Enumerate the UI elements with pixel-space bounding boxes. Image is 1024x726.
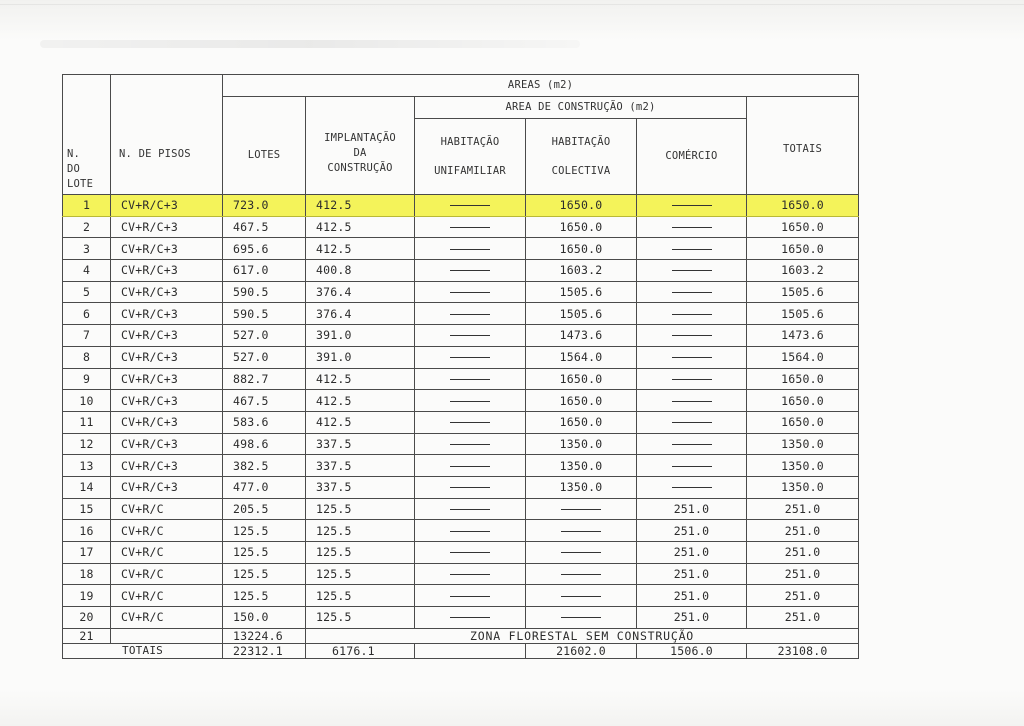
cell-lote: 4: [63, 260, 111, 282]
cell-lotes: 590.5: [223, 303, 306, 325]
cell-totais: 251.0: [747, 585, 859, 607]
cell-comercio: [637, 433, 747, 455]
dash-mark: [450, 552, 490, 553]
table-row: [63, 585, 859, 607]
cell-comercio: [637, 238, 747, 260]
table-row: [63, 260, 859, 282]
cell-lotes: 125.5: [223, 542, 306, 564]
cell-pisos: CV+R/C: [111, 585, 223, 607]
cell-implantacao: 391.0: [306, 325, 415, 347]
cell-totais: 251.0: [747, 563, 859, 585]
dash-mark: [561, 509, 601, 510]
cell-totais: 1350.0: [747, 455, 859, 477]
header-lotes: LOTES: [223, 97, 306, 195]
dash-mark: [450, 466, 490, 467]
zona-florestal-note: ZONA FLORESTAL SEM CONSTRUÇÃO: [306, 628, 859, 643]
table-row: [63, 520, 859, 542]
cell-lote: 8: [63, 346, 111, 368]
cell-comercio: 251.0: [637, 520, 747, 542]
cell-lotes: 205.5: [223, 498, 306, 520]
dash-mark: [672, 227, 712, 228]
cell-colectiva: 1650.0: [526, 216, 637, 238]
table-row: [63, 455, 859, 477]
cell-lotes: 125.5: [223, 585, 306, 607]
totals-row: [63, 643, 859, 658]
dash-mark: [672, 335, 712, 336]
cell-lotes: 527.0: [223, 325, 306, 347]
cell-colectiva: 1603.2: [526, 260, 637, 282]
table-row: [63, 281, 859, 303]
cell-pisos: CV+R/C+3: [111, 390, 223, 412]
cell-lote: 19: [63, 585, 111, 607]
dash-mark: [450, 596, 490, 597]
table-row: [63, 325, 859, 347]
cell-unifamiliar: [415, 411, 526, 433]
cell-colectiva: [526, 563, 637, 585]
cell-comercio: [637, 195, 747, 217]
cell-comercio: [637, 390, 747, 412]
cell-colectiva: 1350.0: [526, 433, 637, 455]
cell-pisos: [111, 628, 223, 643]
cell-lote: 12: [63, 433, 111, 455]
cell-unifamiliar: [415, 563, 526, 585]
table-body: [63, 195, 859, 629]
dash-mark: [450, 270, 490, 271]
dash-mark: [561, 596, 601, 597]
totals-comercio: 1506.0: [637, 643, 747, 658]
cell-totais: 251.0: [747, 520, 859, 542]
cell-unifamiliar: [415, 498, 526, 520]
header-area-construcao: AREA DE CONSTRUÇÃO (m2): [415, 97, 747, 119]
cell-comercio: [637, 411, 747, 433]
cell-unifamiliar: [415, 368, 526, 390]
cell-lotes: 590.5: [223, 281, 306, 303]
cell-colectiva: 1350.0: [526, 476, 637, 498]
dash-mark: [450, 249, 490, 250]
dash-mark: [561, 617, 601, 618]
header-habitacao-colectiva: HABITAÇÃO COLECTIVA: [526, 119, 637, 195]
cell-unifamiliar: [415, 476, 526, 498]
cell-pisos: CV+R/C: [111, 563, 223, 585]
cell-lote: 9: [63, 368, 111, 390]
cell-lotes: 467.5: [223, 390, 306, 412]
dash-mark: [561, 574, 601, 575]
cell-lotes: 882.7: [223, 368, 306, 390]
header-n-lote: N. DO LOTE: [63, 75, 111, 195]
cell-colectiva: [526, 542, 637, 564]
cell-totais: 1473.6: [747, 325, 859, 347]
totals-implantacao: 6176.1: [306, 643, 415, 658]
cell-unifamiliar: [415, 260, 526, 282]
dash-mark: [561, 531, 601, 532]
dash-mark: [450, 487, 490, 488]
dash-mark: [672, 379, 712, 380]
cell-unifamiliar: [415, 542, 526, 564]
cell-unifamiliar: [415, 281, 526, 303]
table-row: [63, 563, 859, 585]
cell-implantacao: 376.4: [306, 303, 415, 325]
cell-unifamiliar: [415, 195, 526, 217]
cell-lote: 7: [63, 325, 111, 347]
dash-mark: [672, 357, 712, 358]
table-row: [63, 476, 859, 498]
cell-pisos: CV+R/C: [111, 607, 223, 629]
cell-totais: 1650.0: [747, 216, 859, 238]
cell-unifamiliar: [415, 303, 526, 325]
cell-totais: 251.0: [747, 607, 859, 629]
dash-mark: [450, 422, 490, 423]
cell-comercio: [637, 346, 747, 368]
cell-unifamiliar: [415, 585, 526, 607]
cell-implantacao: 412.5: [306, 195, 415, 217]
cell-lote: 20: [63, 607, 111, 629]
cell-lotes: 125.5: [223, 520, 306, 542]
cell-lote: 10: [63, 390, 111, 412]
cell-colectiva: 1473.6: [526, 325, 637, 347]
cell-implantacao: 412.5: [306, 216, 415, 238]
cell-implantacao: 400.8: [306, 260, 415, 282]
cell-comercio: 251.0: [637, 542, 747, 564]
dash-mark: [450, 314, 490, 315]
cell-comercio: [637, 476, 747, 498]
dash-mark: [672, 466, 712, 467]
cell-lote: 6: [63, 303, 111, 325]
cell-unifamiliar: [415, 520, 526, 542]
cell-unifamiliar: [415, 346, 526, 368]
cell-lotes: 477.0: [223, 476, 306, 498]
dash-mark: [450, 509, 490, 510]
cell-implantacao: 125.5: [306, 542, 415, 564]
cell-implantacao: 125.5: [306, 585, 415, 607]
table-row-21: [63, 628, 859, 643]
cell-pisos: CV+R/C: [111, 520, 223, 542]
dash-mark: [672, 205, 712, 206]
cell-totais: 1650.0: [747, 411, 859, 433]
cell-implantacao: 412.5: [306, 390, 415, 412]
cell-pisos: CV+R/C+3: [111, 325, 223, 347]
cell-lotes: 125.5: [223, 563, 306, 585]
cell-lotes: 382.5: [223, 455, 306, 477]
cell-colectiva: 1505.6: [526, 303, 637, 325]
cell-colectiva: 1650.0: [526, 411, 637, 433]
cell-lotes: 467.5: [223, 216, 306, 238]
cell-pisos: CV+R/C+3: [111, 281, 223, 303]
cell-colectiva: [526, 520, 637, 542]
header-n-pisos: N. DE PISOS: [111, 75, 223, 195]
header-comercio: COMÉRCIO: [637, 119, 747, 195]
cell-lote: 16: [63, 520, 111, 542]
cell-pisos: CV+R/C+3: [111, 195, 223, 217]
cell-pisos: CV+R/C+3: [111, 216, 223, 238]
cell-unifamiliar: [415, 433, 526, 455]
dash-mark: [672, 292, 712, 293]
cell-unifamiliar: [415, 238, 526, 260]
cell-comercio: 251.0: [637, 585, 747, 607]
cell-lote: 2: [63, 216, 111, 238]
cell-pisos: CV+R/C+3: [111, 433, 223, 455]
cell-unifamiliar: [415, 607, 526, 629]
dash-mark: [450, 444, 490, 445]
cell-implantacao: 376.4: [306, 281, 415, 303]
cell-totais: 1650.0: [747, 368, 859, 390]
cell-pisos: CV+R/C+3: [111, 260, 223, 282]
cell-lote: 21: [63, 628, 111, 643]
cell-totais: 251.0: [747, 498, 859, 520]
cell-colectiva: 1564.0: [526, 346, 637, 368]
header-areas: AREAS (m2): [223, 75, 859, 97]
cell-implantacao: 412.5: [306, 368, 415, 390]
header-implantacao: IMPLANTAÇÃO DA CONSTRUÇÃO: [306, 97, 415, 195]
cell-colectiva: 1650.0: [526, 368, 637, 390]
cell-totais: 1650.0: [747, 238, 859, 260]
table-row: [63, 195, 859, 217]
dash-mark: [450, 574, 490, 575]
cell-implantacao: 125.5: [306, 520, 415, 542]
cell-pisos: CV+R/C+3: [111, 303, 223, 325]
dash-mark: [450, 227, 490, 228]
cell-unifamiliar: [415, 455, 526, 477]
cell-colectiva: 1650.0: [526, 195, 637, 217]
cell-lotes: 695.6: [223, 238, 306, 260]
dash-mark: [450, 617, 490, 618]
table-row: [63, 346, 859, 368]
header-habitacao-unifamiliar: HABITAÇÃO UNIFAMILIAR: [415, 119, 526, 195]
cell-lote: 14: [63, 476, 111, 498]
dash-mark: [672, 487, 712, 488]
dash-mark: [672, 270, 712, 271]
cell-totais: 1650.0: [747, 390, 859, 412]
dash-mark: [450, 205, 490, 206]
dash-mark: [672, 314, 712, 315]
lot-areas-table: [62, 74, 859, 659]
cell-totais: 1350.0: [747, 476, 859, 498]
cell-pisos: CV+R/C+3: [111, 455, 223, 477]
cell-colectiva: 1350.0: [526, 455, 637, 477]
cell-unifamiliar: [415, 390, 526, 412]
cell-comercio: 251.0: [637, 563, 747, 585]
scan-smudge: [40, 40, 580, 48]
cell-totais: 1350.0: [747, 433, 859, 455]
cell-implantacao: 125.5: [306, 607, 415, 629]
cell-implantacao: 412.5: [306, 411, 415, 433]
cell-pisos: CV+R/C+3: [111, 346, 223, 368]
cell-comercio: [637, 368, 747, 390]
cell-lote: 11: [63, 411, 111, 433]
dash-mark: [450, 292, 490, 293]
table-row: [63, 433, 859, 455]
table-row: [63, 303, 859, 325]
dash-mark: [672, 444, 712, 445]
cell-lotes: 13224.6: [223, 628, 306, 643]
cell-lotes: 723.0: [223, 195, 306, 217]
cell-lote: 13: [63, 455, 111, 477]
cell-implantacao: 337.5: [306, 476, 415, 498]
cell-unifamiliar: [415, 325, 526, 347]
dash-mark: [672, 401, 712, 402]
cell-implantacao: 337.5: [306, 433, 415, 455]
cell-pisos: CV+R/C+3: [111, 411, 223, 433]
cell-totais: 1505.6: [747, 303, 859, 325]
cell-lote: 5: [63, 281, 111, 303]
cell-colectiva: [526, 498, 637, 520]
table-row: [63, 498, 859, 520]
totals-colectiva: 21602.0: [526, 643, 637, 658]
dash-mark: [672, 249, 712, 250]
cell-implantacao: 125.5: [306, 498, 415, 520]
totals-totais: 23108.0: [747, 643, 859, 658]
dash-mark: [561, 552, 601, 553]
table-row: [63, 607, 859, 629]
cell-lote: 15: [63, 498, 111, 520]
totals-lotes: 22312.1: [223, 643, 306, 658]
cell-implantacao: 412.5: [306, 238, 415, 260]
table-row: [63, 411, 859, 433]
cell-unifamiliar: [415, 216, 526, 238]
dash-mark: [672, 422, 712, 423]
cell-totais: 1505.6: [747, 281, 859, 303]
cell-totais: 1650.0: [747, 195, 859, 217]
cell-pisos: CV+R/C+3: [111, 238, 223, 260]
table-row: [63, 542, 859, 564]
cell-colectiva: 1650.0: [526, 390, 637, 412]
cell-colectiva: 1650.0: [526, 238, 637, 260]
cell-pisos: CV+R/C+3: [111, 476, 223, 498]
cell-lote: 3: [63, 238, 111, 260]
table-row: [63, 368, 859, 390]
cell-totais: 1564.0: [747, 346, 859, 368]
table-row: [63, 390, 859, 412]
cell-lotes: 583.6: [223, 411, 306, 433]
dash-mark: [450, 531, 490, 532]
cell-totais: 1603.2: [747, 260, 859, 282]
cell-implantacao: 391.0: [306, 346, 415, 368]
totals-label: TOTAIS: [63, 643, 223, 658]
dash-mark: [450, 357, 490, 358]
cell-comercio: [637, 260, 747, 282]
cell-lote: 17: [63, 542, 111, 564]
dash-mark: [450, 379, 490, 380]
cell-implantacao: 125.5: [306, 563, 415, 585]
cell-colectiva: [526, 607, 637, 629]
cell-colectiva: [526, 585, 637, 607]
cell-implantacao: 337.5: [306, 455, 415, 477]
cell-pisos: CV+R/C: [111, 498, 223, 520]
cell-comercio: [637, 303, 747, 325]
cell-lotes: 527.0: [223, 346, 306, 368]
cell-comercio: [637, 455, 747, 477]
cell-lote: 1: [63, 195, 111, 217]
cell-pisos: CV+R/C+3: [111, 368, 223, 390]
cell-pisos: CV+R/C: [111, 542, 223, 564]
scan-artifact: [0, 4, 1024, 5]
header-totais: TOTAIS: [747, 97, 859, 195]
cell-comercio: [637, 281, 747, 303]
cell-comercio: 251.0: [637, 498, 747, 520]
cell-totais: 251.0: [747, 542, 859, 564]
cell-colectiva: 1505.6: [526, 281, 637, 303]
table-row: [63, 238, 859, 260]
table-row: [63, 216, 859, 238]
cell-lotes: 150.0: [223, 607, 306, 629]
cell-lote: 18: [63, 563, 111, 585]
cell-comercio: [637, 325, 747, 347]
cell-lotes: 498.6: [223, 433, 306, 455]
cell-comercio: [637, 216, 747, 238]
totals-unifamiliar: [415, 643, 526, 658]
cell-lotes: 617.0: [223, 260, 306, 282]
dash-mark: [450, 401, 490, 402]
cell-comercio: 251.0: [637, 607, 747, 629]
dash-mark: [450, 335, 490, 336]
